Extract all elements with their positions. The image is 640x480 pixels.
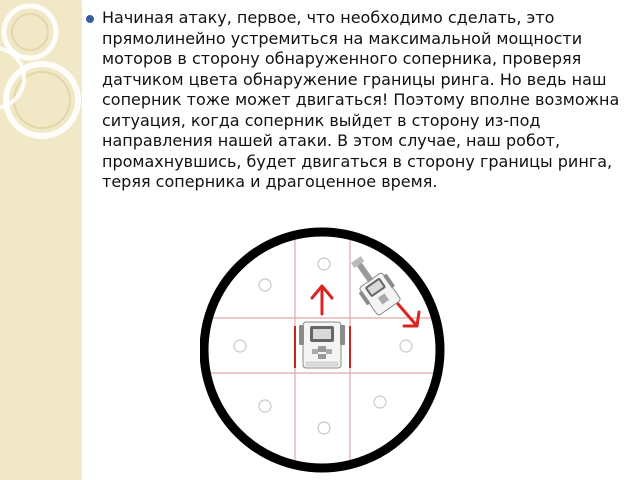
slide-text-block	[86, 8, 634, 193]
slide-side-decoration	[0, 0, 82, 480]
arrow-diagonal-icon	[398, 304, 419, 326]
bullet-item	[86, 8, 634, 193]
bullet-text: Начиная атаку, первое, что необходимо сделать, это прямолинейно устремиться на максимальной мощности моторов в сторону обнаруженного соперника, проверяя датчиком цвета обнаружение границы ринга. Но ведь наш соперник тоже может двигаться! Поэтому вполне возможна ситуация, когда соперник выйдет в сторону из-под направления нашей атаки. В этом случае, наш робот, промахнувшись, будет двигаться в сторону границы ринга, теряя соперника и драгоценное время.	[102, 8, 620, 191]
ring-diagram	[200, 222, 450, 480]
arrow-up-icon	[312, 286, 332, 314]
decorative-circles	[0, 0, 82, 480]
robot-icon-center	[299, 322, 345, 368]
bullet-dot-icon	[86, 15, 94, 23]
